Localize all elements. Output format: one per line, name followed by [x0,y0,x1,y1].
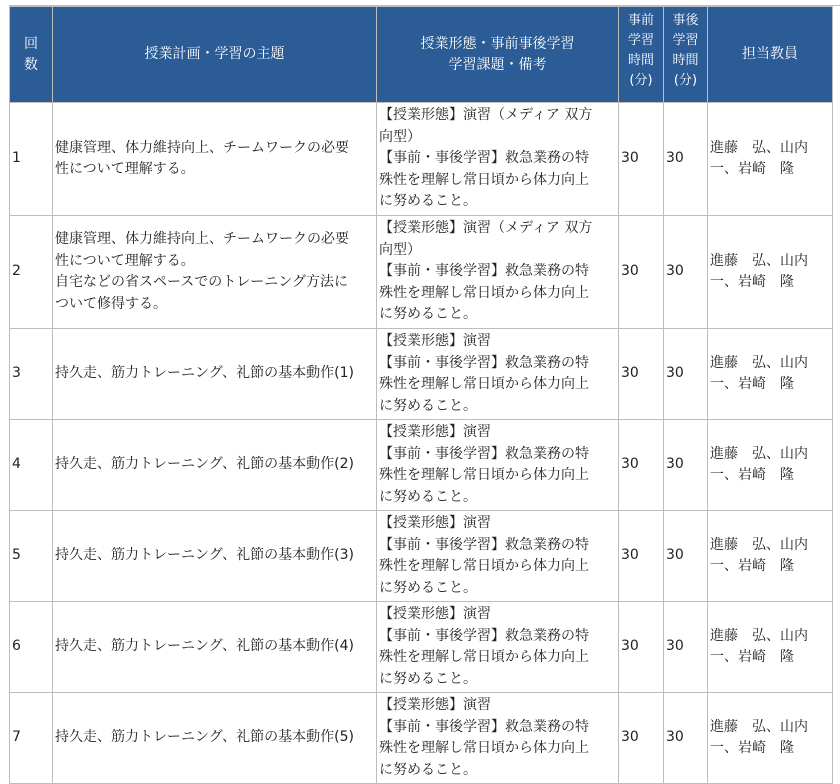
topic-line: 健康管理、体力維持向上、チームワークの必要 [55,139,349,156]
teacher-line: 一、岩崎 隆 [710,740,794,756]
cell-teacher [708,329,833,420]
header-post-study-minutes [664,7,708,103]
teacher-line: 進藤 弘、山内 [710,252,808,269]
header-pre-line: (分) [629,73,653,88]
cell-notes [377,329,619,420]
notes-line: に努めること。 [379,306,477,323]
cell-pre-study-minutes: 30 [619,511,664,602]
cell-round-number: 7 [10,693,53,784]
teacher-line: 進藤 弘、山内 [710,718,808,735]
topic-line: 持久走、筋力トレーニング、礼節の基本動作(2) [55,456,354,473]
cell-notes [377,693,619,784]
cell-notes [377,420,619,511]
notes-line: 【授業形態】演習 [379,697,491,713]
cell-post-study-minutes: 30 [664,602,708,693]
cell-post-study-minutes: 30 [664,216,708,329]
notes-line: 【事前・事後学習】救急業務の特 [379,536,589,553]
cell-teacher [708,602,833,693]
table-row [10,602,833,693]
header-notes [377,7,619,103]
notes-line: 向型） [379,128,421,145]
notes-line: 【事前・事後学習】救急業務の特 [379,354,589,371]
header-notes-line: 授業形態・事前事後学習 [420,35,575,52]
cell-pre-study-minutes: 30 [619,103,664,216]
notes-line: 殊性を理解し常日頃から体力向上 [379,376,589,392]
notes-line: に努めること。 [379,670,477,687]
cell-topic [53,511,377,602]
cell-teacher [708,216,833,329]
notes-line: 【授業形態】演習（メディア 双方 [379,107,593,124]
cell-post-study-minutes: 30 [664,420,708,511]
notes-line: 【授業形態】演習（メディア 双方 [379,220,593,237]
teacher-line: 進藤 弘、山内 [710,139,808,156]
header-pre-line: 学習 [627,33,654,48]
cell-topic [53,602,377,693]
notes-line: 【授業形態】演習 [379,515,491,531]
cell-pre-study-minutes: 30 [619,602,664,693]
cell-topic [53,693,377,784]
teacher-line: 進藤 弘、山内 [710,536,808,553]
teacher-line: 進藤 弘、山内 [710,445,808,462]
table-row [10,103,833,216]
cell-round-number: 1 [10,103,53,216]
cell-pre-study-minutes: 30 [619,216,664,329]
header-pre-study-minutes [619,7,664,103]
notes-line: 【授業形態】演習 [379,606,491,622]
cell-teacher [708,420,833,511]
notes-line: に努めること。 [379,761,477,778]
topic-line: 性について理解する。 [55,252,195,269]
cell-topic [53,329,377,420]
cell-pre-study-minutes: 30 [619,329,664,420]
cell-teacher [708,103,833,216]
notes-line: 殊性を理解し常日頃から体力向上 [379,740,589,756]
cell-round-number: 4 [10,420,53,511]
table-row [10,511,833,602]
cell-post-study-minutes: 30 [664,693,708,784]
header-round-line: 数 [24,56,38,73]
topic-line: 自宅などの省スペースでのトレーニング方法に [55,274,349,290]
teacher-line: 一、岩崎 隆 [710,161,794,177]
cell-round-number: 2 [10,216,53,329]
table-row [10,216,833,329]
header-post-line: (分) [673,73,698,88]
header-post-line: 学習 [672,33,699,48]
notes-line: 【授業形態】演習 [379,424,491,440]
header-post-line: 事後 [672,13,699,28]
topic-line: 持久走、筋力トレーニング、礼節の基本動作(1) [55,365,354,382]
notes-line: 【事前・事後学習】救急業務の特 [379,718,589,735]
cell-notes [377,216,619,329]
topic-line: 性について理解する。 [55,161,195,177]
header-round-line: 回 [24,35,38,52]
cell-teacher [708,511,833,602]
syllabus-table [9,6,833,784]
notes-line: に努めること。 [379,193,477,210]
notes-line: 【授業形態】演習 [379,333,491,349]
table-row [10,420,833,511]
topic-line: 持久走、筋力トレーニング、礼節の基本動作(4) [55,638,354,655]
topic-line: 持久走、筋力トレーニング、礼節の基本動作(5) [55,729,354,746]
notes-line: に努めること。 [379,397,477,414]
cell-topic [53,216,377,329]
teacher-line: 一、岩崎 隆 [710,467,794,483]
notes-line: 殊性を理解し常日頃から体力向上 [379,467,589,483]
teacher-line: 一、岩崎 隆 [710,274,794,290]
notes-line: 向型） [379,241,421,258]
teacher-line: 一、岩崎 隆 [710,558,794,574]
topic-line: 健康管理、体力維持向上、チームワークの必要 [55,231,349,247]
cell-pre-study-minutes: 30 [619,420,664,511]
cell-post-study-minutes: 30 [664,103,708,216]
cell-topic [53,420,377,511]
notes-line: 殊性を理解し常日頃から体力向上 [379,558,589,574]
notes-line: 【事前・事後学習】救急業務の特 [379,627,589,644]
teacher-line: 進藤 弘、山内 [710,627,808,644]
cell-round-number: 6 [10,602,53,693]
cell-round-number: 3 [10,329,53,420]
teacher-line: 一、岩崎 隆 [710,649,794,665]
header-teacher: 担当教員 [708,7,833,103]
notes-line: 【事前・事後学習】救急業務の特 [379,445,589,462]
cell-topic [53,103,377,216]
notes-line: 殊性を理解し常日頃から体力向上 [379,284,589,301]
topic-line: ついて修得する。 [55,295,167,312]
header-post-line: 時間 [672,53,699,68]
cell-pre-study-minutes: 30 [619,693,664,784]
header-round [10,7,53,103]
notes-line: に努めること。 [379,579,477,596]
table-row [10,329,833,420]
cell-notes [377,511,619,602]
cell-notes [377,103,619,216]
table-body [10,103,833,784]
topic-line: 持久走、筋力トレーニング、礼節の基本動作(3) [55,547,354,564]
header-pre-line: 事前 [627,13,654,28]
header-notes-line: 学習課題・備考 [448,56,547,73]
teacher-line: 進藤 弘、山内 [710,354,808,371]
header-topic: 授業計画・学習の主題 [53,7,377,103]
notes-line: 殊性を理解し常日頃から体力向上 [379,171,589,188]
notes-line: 【事前・事後学習】救急業務の特 [379,263,589,280]
table-row [10,693,833,784]
cell-round-number: 5 [10,511,53,602]
cell-teacher [708,693,833,784]
notes-line: に努めること。 [379,488,477,505]
cell-post-study-minutes: 30 [664,329,708,420]
table-header-row [10,7,833,103]
cell-post-study-minutes: 30 [664,511,708,602]
header-pre-line: 時間 [627,53,654,68]
teacher-line: 一、岩崎 隆 [710,376,794,392]
notes-line: 殊性を理解し常日頃から体力向上 [379,649,589,665]
notes-line: 【事前・事後学習】救急業務の特 [379,150,589,167]
cell-notes [377,602,619,693]
